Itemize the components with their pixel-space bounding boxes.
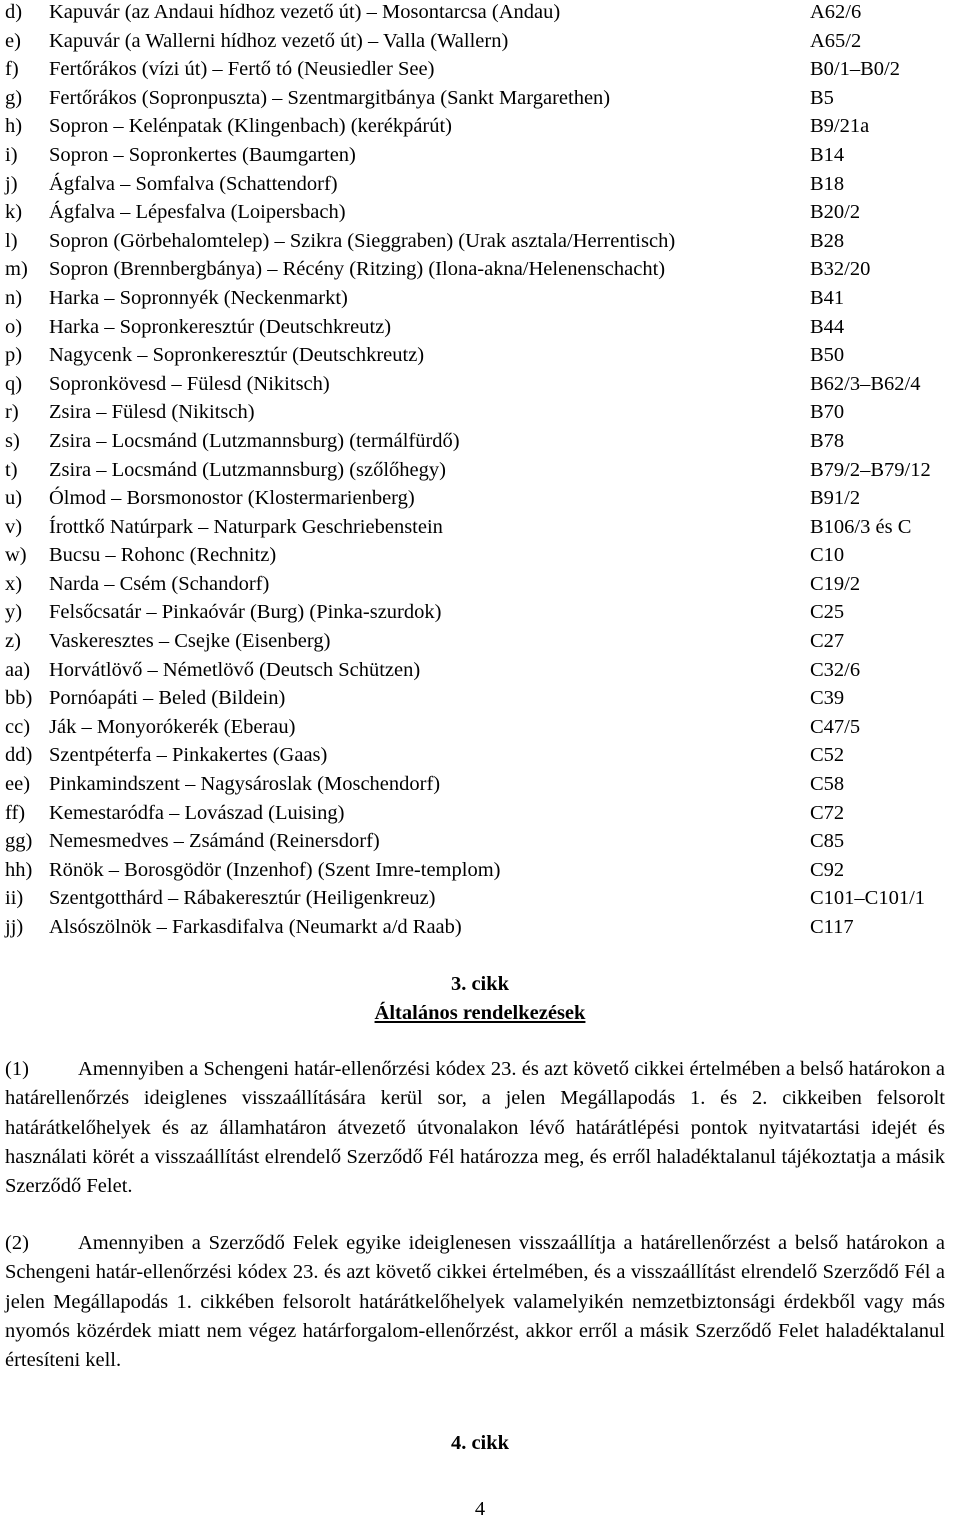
crossing-row [5, 429, 955, 458]
paragraph-number: (2) [5, 1232, 29, 1254]
crossing-route: Szentgotthárd – Rábakeresztúr (Heiligenkreuz) [49, 887, 436, 910]
crossing-route: Sopron (Brennbergbánya) – Récény (Ritzing) (Ilona-akna/Helenenschacht) [49, 258, 666, 281]
crossing-label: p) [5, 344, 23, 367]
crossing-label: y) [5, 601, 23, 624]
crossing-row [5, 0, 955, 29]
crossing-label: k) [5, 201, 23, 224]
crossing-code: C85 [810, 830, 845, 853]
crossing-row [5, 143, 955, 172]
crossing-row [5, 229, 955, 258]
crossing-label: o) [5, 315, 23, 338]
crossing-route: Sopronkövesd – Fülesd (Nikitsch) [49, 372, 330, 395]
crossing-row [5, 486, 955, 515]
crossing-route: Kapuvár (a Wallerni hídhoz vezető út) – Valla (Wallern) [49, 29, 509, 52]
crossing-row [5, 715, 955, 744]
crossing-label: h) [5, 115, 23, 138]
paragraph-1 [5, 1055, 945, 1201]
crossing-row [5, 658, 955, 687]
page-number: 4 [474, 1498, 486, 1520]
crossing-code: A62/6 [810, 1, 862, 23]
crossing-row [5, 200, 955, 229]
crossing-row [5, 801, 955, 830]
crossing-route: Zsira – Fülesd (Nikitsch) [49, 401, 255, 424]
crossing-code: B91/2 [810, 487, 861, 510]
crossing-row [5, 886, 955, 915]
crossing-label: hh) [5, 858, 33, 881]
crossing-label: dd) [5, 744, 33, 767]
paragraph-text: Amennyiben a Szerződő Felek egyike ideiglenesen visszaállítja a határellenőrzést a belső határokon a Schengeni határ-ellenőrzési kódex 23. és azt követő cikkei értelmében, és a visszaállítást elrendelő Szerződő Fél a jelen Megállapodás 1. cikkében felsorolt határátkelőhelyek valamelyikén nemzetbiztonsági érdekből vagy más nyomós közérdek miatt nem végez határforgalom-ellenőrzést, akkor erről a másik Szerződő Felet haladéktalanul értesíteni kell. [5, 1232, 945, 1372]
crossing-row [5, 57, 955, 86]
crossing-code: C19/2 [810, 572, 861, 595]
crossing-code: B44 [810, 315, 845, 338]
crossing-label: gg) [5, 830, 33, 853]
crossing-code: B41 [810, 286, 845, 309]
crossing-route: Felsőcsatár – Pinkaóvár (Burg) (Pinka-szurdok) [49, 601, 442, 624]
crossing-label: s) [5, 429, 20, 452]
crossing-row [5, 29, 955, 58]
crossing-label: r) [5, 401, 19, 424]
crossing-route: Sopron – Kelénpatak (Klingenbach) (kerékpárút) [49, 115, 453, 138]
crossing-route: Ólmod – Borsmonostor (Klostermarienberg) [49, 487, 415, 510]
crossing-code: C72 [810, 801, 845, 824]
crossing-row [5, 343, 955, 372]
crossing-code: C10 [810, 544, 845, 567]
crossing-route: Írottkő Natúrpark – Naturpark Geschriebenstein [49, 515, 443, 538]
crossing-route: Nemesmedves – Zsámánd (Reinersdorf) [49, 830, 380, 853]
crossing-route: Rönök – Borosgödör (Inzenhof) (Szent Imre-templom) [49, 858, 501, 881]
crossing-route: Kemestaródfa – Lovászad (Luising) [49, 801, 345, 824]
crossing-route: Sopron (Görbehalomtelep) – Szikra (Sieggraben) (Urak asztala/Herrentisch) [49, 229, 676, 252]
crossing-code: B62/3–B62/4 [810, 372, 921, 395]
crossing-row [5, 372, 955, 401]
crossing-code: B5 [810, 86, 834, 109]
crossing-label: x) [5, 572, 23, 595]
crossing-code: C101–C101/1 [810, 887, 926, 910]
crossing-code: B50 [810, 344, 845, 367]
crossing-code: B70 [810, 401, 845, 424]
crossing-row [5, 515, 955, 544]
crossing-label: q) [5, 372, 23, 395]
crossing-code: B18 [810, 172, 845, 195]
crossing-label: ff) [5, 801, 26, 824]
crossing-row [5, 458, 955, 487]
crossing-label: ee) [5, 773, 31, 796]
crossing-row [5, 858, 955, 887]
crossing-label: i) [5, 143, 18, 166]
crossing-label: cc) [5, 715, 31, 738]
article-4-number: 4. cikk [450, 1432, 510, 1454]
crossing-label: aa) [5, 658, 31, 681]
paragraph-text: Amennyiben a Schengeni határ-ellenőrzési kódex 23. és azt követő cikkei értelmében a belső határokon a határellenőrzés ideiglenes visszaállítására kerül sor, a jelen Megállapodás 1. és 2. cikkeiben felsorolt határátkelőhelyek és az államhatáron átvezető útvonalakon lévő határátlépési pontok nyitvatartási idejét és használati körét a visszaállítást elrendelő Szerződő Fél határozza meg, és erről haladéktalanul tájékoztatja a másik Szerződő Felet. [5, 1058, 945, 1198]
crossing-code: B79/2–B79/12 [810, 458, 931, 481]
crossing-route: Ágfalva – Lépesfalva (Loipersbach) [49, 201, 346, 224]
crossing-code: B20/2 [810, 201, 861, 224]
crossing-row [5, 686, 955, 715]
crossing-row [5, 915, 955, 944]
crossing-route: Nagycenk – Sopronkeresztúr (Deutschkreutz) [49, 344, 425, 367]
crossing-code: C25 [810, 601, 845, 624]
crossing-code: C47/5 [810, 715, 861, 738]
crossing-route: Harka – Sopronnyék (Neckenmarkt) [49, 286, 348, 309]
crossing-label: jj) [5, 916, 24, 938]
paragraph-number: (1) [5, 1058, 29, 1080]
crossing-code: C117 [810, 916, 854, 938]
crossing-label: w) [5, 544, 27, 567]
crossing-code: C58 [810, 773, 845, 796]
crossing-code: C39 [810, 687, 845, 710]
crossing-route: Ják – Monyorókerék (Eberau) [49, 715, 296, 738]
crossing-code: B14 [810, 143, 845, 166]
crossing-route: Horvátlövő – Németlövő (Deutsch Schützen) [49, 658, 421, 681]
crossing-code: B28 [810, 229, 845, 252]
crossing-route: Sopron – Sopronkertes (Baumgarten) [49, 143, 356, 166]
crossing-label: bb) [5, 687, 33, 710]
crossing-row [5, 172, 955, 201]
crossing-code: A65/2 [810, 29, 862, 52]
crossing-row [5, 572, 955, 601]
crossing-route: Fertőrákos (Sopronpuszta) – Szentmargitbánya (Sankt Margarethen) [49, 86, 611, 109]
crossing-row [5, 400, 955, 429]
crossing-code: B32/20 [810, 258, 871, 281]
crossing-list [5, 0, 955, 944]
crossing-route: Fertőrákos (vízi út) – Fertő tó (Neusiedler See) [49, 58, 435, 81]
crossing-code: B106/3 és C [810, 515, 912, 538]
crossing-route: Alsószölnök – Farkasdifalva (Neumarkt a/d Raab) [49, 916, 462, 938]
crossing-row [5, 600, 955, 629]
crossing-row [5, 86, 955, 115]
crossing-row [5, 257, 955, 286]
crossing-label: l) [5, 229, 18, 252]
crossing-label: n) [5, 286, 23, 309]
crossing-route: Pinkamindszent – Nagysároslak (Moschendorf) [49, 773, 441, 796]
crossing-row [5, 829, 955, 858]
crossing-code: C32/6 [810, 658, 861, 681]
crossing-code: C52 [810, 744, 845, 767]
paragraph-2 [5, 1229, 945, 1375]
crossing-route: Ágfalva – Somfalva (Schattendorf) [49, 172, 338, 195]
crossing-route: Bucsu – Rohonc (Rechnitz) [49, 544, 277, 567]
crossing-label: g) [5, 86, 23, 109]
crossing-route: Kapuvár (az Andaui hídhoz vezető út) – Mosontarcsa (Andau) [49, 1, 561, 23]
crossing-code: B0/1–B0/2 [810, 58, 900, 81]
crossing-row [5, 114, 955, 143]
crossing-label: m) [5, 258, 28, 281]
crossing-route: Narda – Csém (Schandorf) [49, 572, 270, 595]
crossing-row [5, 629, 955, 658]
crossing-label: d) [5, 1, 23, 23]
crossing-code: B9/21a [810, 115, 870, 138]
crossing-row [5, 772, 955, 801]
crossing-label: u) [5, 487, 23, 510]
crossing-label: f) [5, 58, 19, 81]
crossing-row [5, 543, 955, 572]
crossing-label: e) [5, 29, 21, 52]
crossing-code: B78 [810, 429, 845, 452]
crossing-label: z) [5, 630, 21, 653]
crossing-route: Pornóapáti – Beled (Bildein) [49, 687, 286, 710]
crossing-route: Zsira – Locsmánd (Lutzmannsburg) (szőlőhegy) [49, 458, 446, 481]
crossing-route: Szentpéterfa – Pinkakertes (Gaas) [49, 744, 328, 767]
crossing-row [5, 315, 955, 344]
crossing-code: C92 [810, 858, 845, 881]
crossing-route: Harka – Sopronkeresztúr (Deutschkreutz) [49, 315, 392, 338]
crossing-row [5, 743, 955, 772]
crossing-route: Vaskeresztes – Csejke (Eisenberg) [49, 630, 331, 653]
crossing-label: ii) [5, 887, 24, 910]
article-3-title: Általános rendelkezések [374, 1002, 586, 1024]
crossing-label: t) [5, 458, 18, 481]
article-3-number: 3. cikk [450, 973, 510, 995]
crossing-label: v) [5, 515, 23, 538]
crossing-row [5, 286, 955, 315]
crossing-code: C27 [810, 630, 845, 653]
crossing-route: Zsira – Locsmánd (Lutzmannsburg) (termálfürdő) [49, 429, 460, 452]
crossing-label: j) [5, 172, 18, 195]
